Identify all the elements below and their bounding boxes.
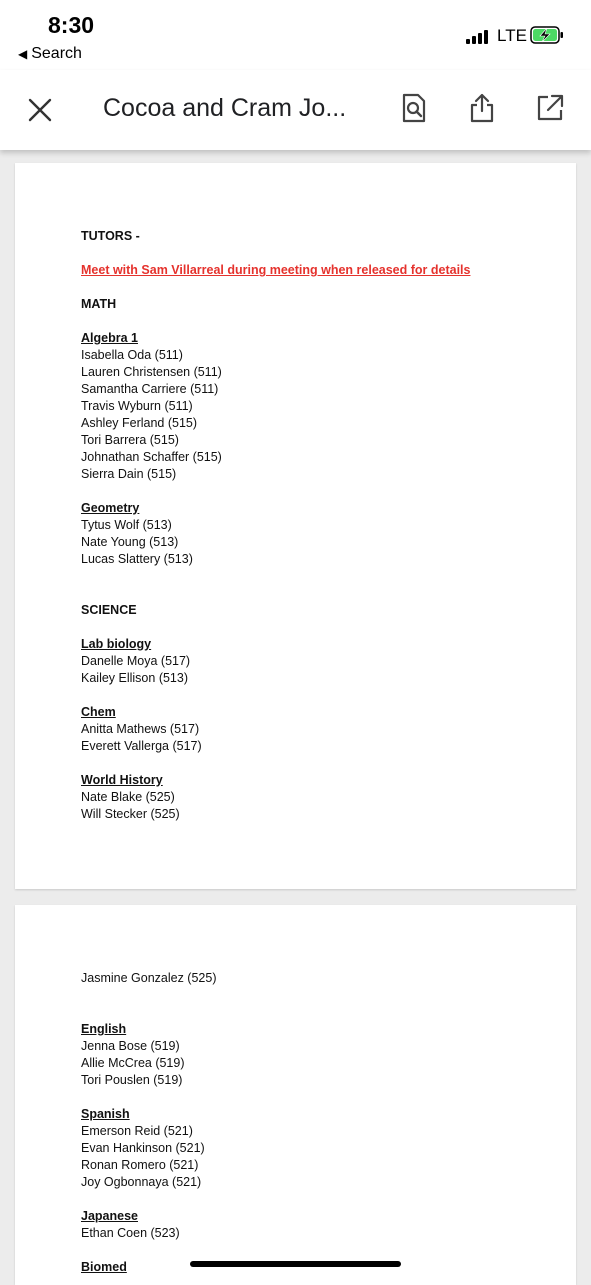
document-page-1: [15, 163, 576, 889]
back-search-label: Search: [31, 45, 82, 62]
list-item: Samantha Carriere (511): [81, 382, 219, 396]
list-item: Jenna Bose (519): [81, 1039, 180, 1053]
math-heading: MATH: [81, 297, 117, 311]
status-bar: [0, 0, 591, 70]
page-2-content: [81, 970, 216, 1276]
tutors-heading: TUTORS -: [81, 229, 140, 243]
list-item: Tori Barrera (515): [81, 433, 179, 447]
list-item: Nate Blake (525): [81, 790, 175, 804]
list-item: Ethan Coen (523): [81, 1226, 180, 1240]
list-item: Kailey Ellison (513): [81, 671, 188, 685]
list-item: Tori Pouslen (519): [81, 1073, 183, 1087]
list-item: Evan Hankinson (521): [81, 1141, 205, 1155]
list-item: Anitta Mathews (517): [81, 722, 200, 736]
geometry-title: Geometry: [81, 501, 140, 515]
list-item: Ronan Romero (521): [81, 1158, 199, 1172]
list-item: Everett Vallerga (517): [81, 739, 202, 753]
back-to-search-link[interactable]: [18, 45, 82, 63]
meeting-notice: Meet with Sam Villarreal during meeting when released for details: [81, 263, 471, 277]
list-item: Lucas Slattery (513): [81, 552, 193, 566]
english-title: English: [81, 1022, 127, 1036]
lab-biology-title: Lab biology: [81, 637, 152, 651]
list-item: Allie McCrea (519): [81, 1056, 185, 1070]
page-1-content: [81, 228, 470, 823]
list-item: Danelle Moya (517): [81, 654, 191, 668]
find-in-page-icon[interactable]: [398, 92, 430, 124]
network-type: LTE: [497, 26, 527, 45]
status-time: 8:30: [48, 12, 95, 38]
list-item: Lauren Christensen (511): [81, 365, 222, 379]
close-icon[interactable]: [26, 96, 54, 124]
open-external-icon[interactable]: [534, 92, 566, 124]
home-indicator[interactable]: [190, 1261, 401, 1267]
japanese-title: Japanese: [81, 1209, 138, 1223]
list-item: Isabella Oda (511): [81, 348, 183, 362]
list-item: Tytus Wolf (513): [81, 518, 172, 532]
list-item: Sierra Dain (515): [81, 467, 177, 481]
algebra-title: Algebra 1: [81, 331, 138, 345]
document-title: Cocoa and Cram Jo...: [103, 94, 347, 122]
list-item: Johnathan Schaffer (515): [81, 450, 222, 464]
list-item: Ashley Ferland (515): [81, 416, 198, 430]
world-history-title: World History: [81, 773, 163, 787]
document-page-2: [15, 905, 576, 1285]
list-item: Joy Ogbonnaya (521): [81, 1175, 202, 1189]
biomed-title: Biomed: [81, 1260, 127, 1274]
viewer-app-bar: [0, 70, 591, 150]
list-item: Travis Wyburn (511): [81, 399, 193, 413]
battery-charging-icon: [530, 26, 564, 44]
spanish-title: Spanish: [81, 1107, 130, 1121]
list-item: Nate Young (513): [81, 535, 179, 549]
science-heading: SCIENCE: [81, 603, 137, 617]
list-item: Emerson Reid (521): [81, 1124, 193, 1138]
back-arrow-icon: ◀: [18, 47, 28, 61]
chem-title: Chem: [81, 705, 116, 719]
list-item: Jasmine Gonzalez (525): [81, 971, 217, 985]
list-item: Will Stecker (525): [81, 807, 180, 821]
cellular-signal-icon: [466, 30, 488, 44]
share-icon[interactable]: [466, 92, 498, 124]
